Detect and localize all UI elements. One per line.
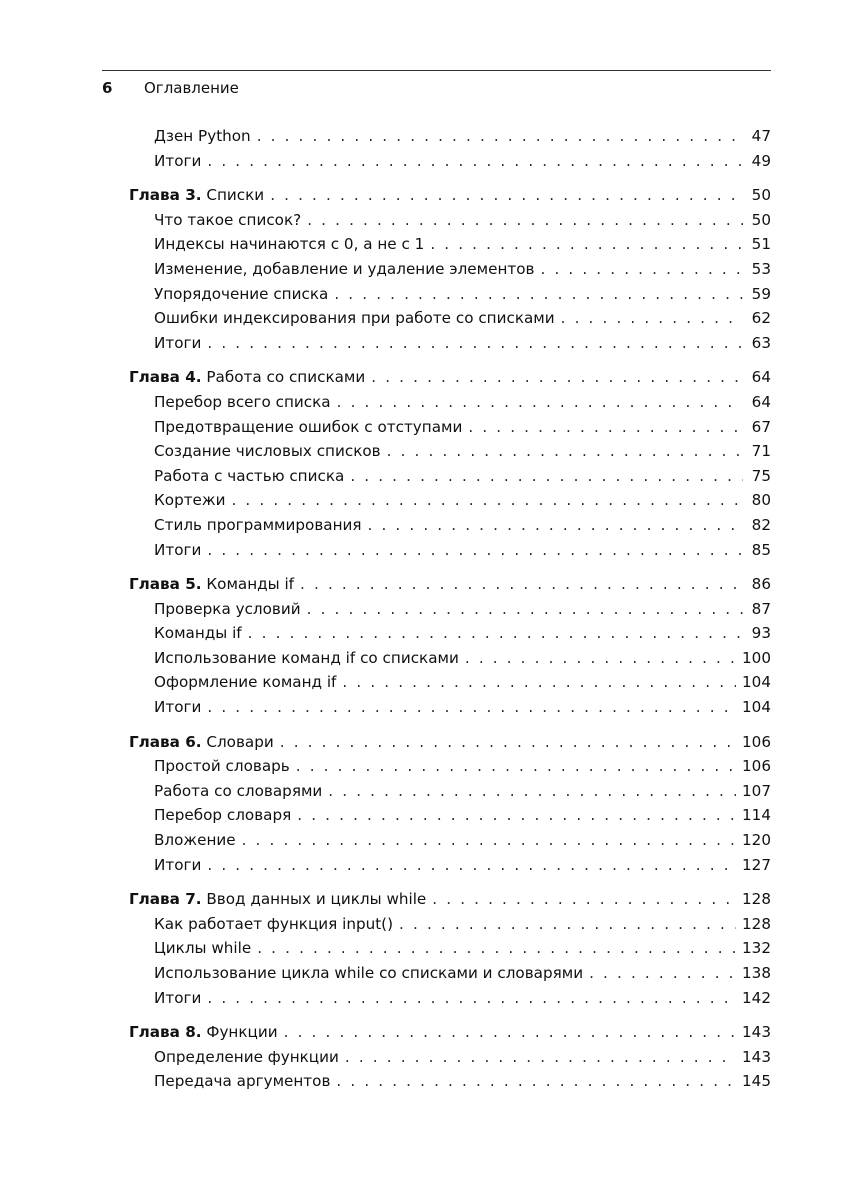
toc-section-entry[interactable] (129, 439, 771, 464)
chapter-number: Глава 5. (129, 575, 202, 594)
dot-leader (207, 986, 736, 1011)
section-title: Использование команд if со списками (154, 648, 459, 667)
section-page-number: 106 (742, 757, 771, 776)
section-title: Итоги (154, 988, 202, 1007)
section-title: Оформление команд if (154, 673, 337, 692)
dot-leader (399, 912, 736, 937)
section-title: Предотвращение ошибок с отступами (154, 417, 463, 436)
dot-leader (207, 695, 736, 720)
dot-leader (430, 232, 743, 257)
dot-leader (345, 1045, 736, 1070)
toc-section-entry[interactable] (129, 488, 771, 513)
section-page-number: 143 (742, 1047, 771, 1066)
chapter-page-number: 128 (742, 890, 771, 909)
chapter-page-number: 50 (751, 186, 771, 205)
dot-leader (284, 1020, 736, 1045)
section-title: Проверка условий (154, 599, 301, 618)
dot-leader (242, 828, 736, 853)
section-page-number: 104 (742, 673, 771, 692)
toc-section-entry[interactable] (129, 513, 771, 538)
toc-section-entry[interactable] (129, 1045, 771, 1070)
section-title: Использование цикла while со списками и словарями (154, 964, 584, 982)
section-title: Как работает функция input() (154, 914, 394, 933)
dot-leader (207, 149, 743, 174)
dot-leader (468, 415, 743, 440)
toc-section-entry[interactable] (129, 149, 771, 174)
dot-leader (207, 538, 743, 563)
toc-section-entry[interactable] (129, 124, 771, 149)
running-header (102, 70, 771, 100)
dot-leader (307, 597, 743, 622)
chapter-title: Функции (206, 1023, 278, 1042)
dot-leader (270, 183, 743, 208)
section-title: Перебор словаря (154, 806, 292, 825)
section-title: Индексы начинаются с 0, а не с 1 (154, 235, 425, 254)
section-page-number: 145 (742, 1072, 771, 1091)
section-page-number: 71 (751, 442, 771, 461)
section-page-number: 47 (751, 127, 771, 145)
section-title: Дзен Python (154, 127, 251, 145)
dot-leader (297, 803, 736, 828)
section-page-number: 87 (751, 599, 771, 618)
dot-leader (280, 730, 736, 755)
chapter-label (129, 1020, 278, 1045)
toc-section-entry[interactable] (129, 754, 771, 779)
section-title: Определение функции (154, 1047, 339, 1066)
section-page-number: 128 (742, 914, 771, 933)
section-title: Упорядочение списка (154, 284, 329, 303)
section-title: Стиль программирования (154, 515, 362, 534)
section-page-number: 82 (751, 515, 771, 534)
section-title: Ошибки индексирования при работе со списками (154, 309, 555, 328)
chapter-label (129, 365, 365, 390)
section-title: Итоги (154, 855, 202, 874)
section-title: Перебор всего списка (154, 392, 331, 411)
toc-chapter-entry[interactable] (129, 1020, 771, 1045)
chapter-page-number: 106 (742, 732, 771, 751)
section-page-number: 85 (751, 540, 771, 559)
toc-section-entry[interactable] (129, 828, 771, 853)
dot-leader (207, 853, 736, 878)
section-page-number: 75 (751, 466, 771, 485)
section-title: Итоги (154, 540, 202, 559)
section-title: Изменение, добавление и удаление элементов (154, 259, 535, 278)
chapter-number: Глава 7. (129, 890, 202, 909)
dot-leader (561, 306, 743, 331)
chapter-page-number: 143 (742, 1023, 771, 1042)
toc-chapter-group (129, 124, 771, 173)
section-page-number: 80 (751, 491, 771, 510)
chapter-label (129, 730, 274, 755)
dot-leader (296, 754, 736, 779)
section-page-number: 127 (742, 855, 771, 874)
toc-chapter-entry[interactable] (129, 730, 771, 755)
toc-chapter-entry[interactable] (129, 572, 771, 597)
page-number: 6 (102, 79, 113, 97)
toc-section-entry[interactable] (129, 646, 771, 671)
toc-section-entry[interactable] (129, 1069, 771, 1094)
section-title: Что такое список? (154, 210, 302, 229)
dot-leader (540, 257, 743, 282)
toc-section-entry[interactable] (129, 306, 771, 331)
chapter-page-number: 64 (751, 368, 771, 387)
chapter-title: Ввод данных и циклы while (206, 890, 427, 909)
section-page-number: 63 (751, 333, 771, 352)
chapter-number: Глава 4. (129, 368, 202, 387)
toc-section-entry[interactable] (129, 208, 771, 233)
toc-section-entry[interactable] (129, 538, 771, 563)
dot-leader (342, 670, 736, 695)
section-page-number: 67 (751, 417, 771, 436)
section-page-number: 142 (742, 988, 771, 1007)
chapter-number: Глава 6. (129, 732, 202, 751)
section-title: Создание числовых списков (154, 442, 381, 461)
toc-section-entry[interactable] (129, 936, 771, 961)
dot-leader (231, 488, 743, 513)
toc-chapter-group (129, 887, 771, 1010)
chapter-title: Работа со списками (206, 368, 366, 387)
dot-leader (465, 646, 736, 671)
section-page-number: 49 (751, 151, 771, 170)
section-page-number: 51 (751, 235, 771, 254)
toc-chapter-group (129, 572, 771, 720)
chapter-title: Команды if (206, 575, 295, 594)
dot-leader (334, 282, 743, 307)
toc-section-entry[interactable] (129, 331, 771, 356)
toc-chapter-entry[interactable] (129, 365, 771, 390)
toc-section-entry[interactable] (129, 853, 771, 878)
chapter-title: Словари (206, 732, 274, 751)
dot-leader (350, 464, 743, 489)
section-title: Простой словарь (154, 757, 290, 776)
section-title: Итоги (154, 698, 202, 717)
toc-section-entry[interactable] (129, 597, 771, 622)
toc-section-entry[interactable] (129, 961, 771, 986)
chapter-title: Списки (206, 186, 265, 205)
dot-leader (336, 1069, 736, 1094)
chapter-label (129, 572, 294, 597)
toc-chapter-group (129, 730, 771, 878)
section-page-number: 93 (751, 624, 771, 643)
toc-section-entry[interactable] (129, 415, 771, 440)
toc-section-entry[interactable] (129, 803, 771, 828)
dot-leader (589, 961, 736, 986)
section-page-number: 120 (742, 831, 771, 850)
chapter-label (129, 183, 264, 208)
toc-section-entry[interactable] (129, 464, 771, 489)
section-title: Работа со словарями (154, 781, 323, 800)
dot-leader (387, 439, 743, 464)
section-page-number: 104 (742, 698, 771, 717)
section-title: Работа с частью списка (154, 466, 345, 485)
section-page-number: 59 (751, 284, 771, 303)
dot-leader (257, 124, 743, 149)
toc-section-entry[interactable] (129, 779, 771, 804)
toc-section-entry[interactable] (129, 986, 771, 1011)
section-page-number: 100 (742, 648, 771, 667)
chapter-page-number: 86 (751, 575, 771, 594)
section-page-number: 138 (742, 964, 771, 982)
section-title: Вложение (154, 831, 236, 850)
chapter-number: Глава 3. (129, 186, 202, 205)
section-page-number: 53 (751, 259, 771, 278)
toc-section-entry[interactable] (129, 257, 771, 282)
chapter-number: Глава 8. (129, 1023, 202, 1042)
toc-chapter-group (129, 1020, 771, 1094)
toc-chapter-entry[interactable] (129, 887, 771, 912)
running-title: Оглавление (144, 79, 239, 97)
toc-chapter-group (129, 183, 771, 355)
dot-leader (328, 779, 736, 804)
toc-chapter-group (129, 365, 771, 562)
section-title: Кортежи (154, 491, 226, 510)
table-of-contents (129, 124, 771, 1104)
dot-leader (307, 208, 743, 233)
section-title: Итоги (154, 151, 202, 170)
toc-section-entry[interactable] (129, 282, 771, 307)
dot-leader (337, 390, 743, 415)
toc-section-entry[interactable] (129, 390, 771, 415)
section-page-number: 50 (751, 210, 771, 229)
dot-leader (300, 572, 743, 597)
section-page-number: 114 (742, 806, 771, 825)
section-title: Передача аргументов (154, 1072, 331, 1091)
section-page-number: 64 (751, 392, 771, 411)
toc-section-entry[interactable] (129, 912, 771, 937)
dot-leader (371, 365, 743, 390)
section-page-number: 107 (742, 781, 771, 800)
section-page-number: 62 (751, 309, 771, 328)
toc-chapter-entry[interactable] (129, 183, 771, 208)
dot-leader (257, 936, 736, 961)
section-title: Команды if (154, 624, 242, 643)
dot-leader (432, 887, 736, 912)
section-title: Циклы while (154, 939, 252, 958)
toc-section-entry[interactable] (129, 695, 771, 720)
dot-leader (248, 621, 743, 646)
chapter-label (129, 887, 426, 912)
section-title: Итоги (154, 333, 202, 352)
toc-section-entry[interactable] (129, 232, 771, 257)
toc-section-entry[interactable] (129, 670, 771, 695)
dot-leader (368, 513, 743, 538)
section-page-number: 132 (742, 939, 771, 958)
toc-section-entry[interactable] (129, 621, 771, 646)
dot-leader (207, 331, 743, 356)
